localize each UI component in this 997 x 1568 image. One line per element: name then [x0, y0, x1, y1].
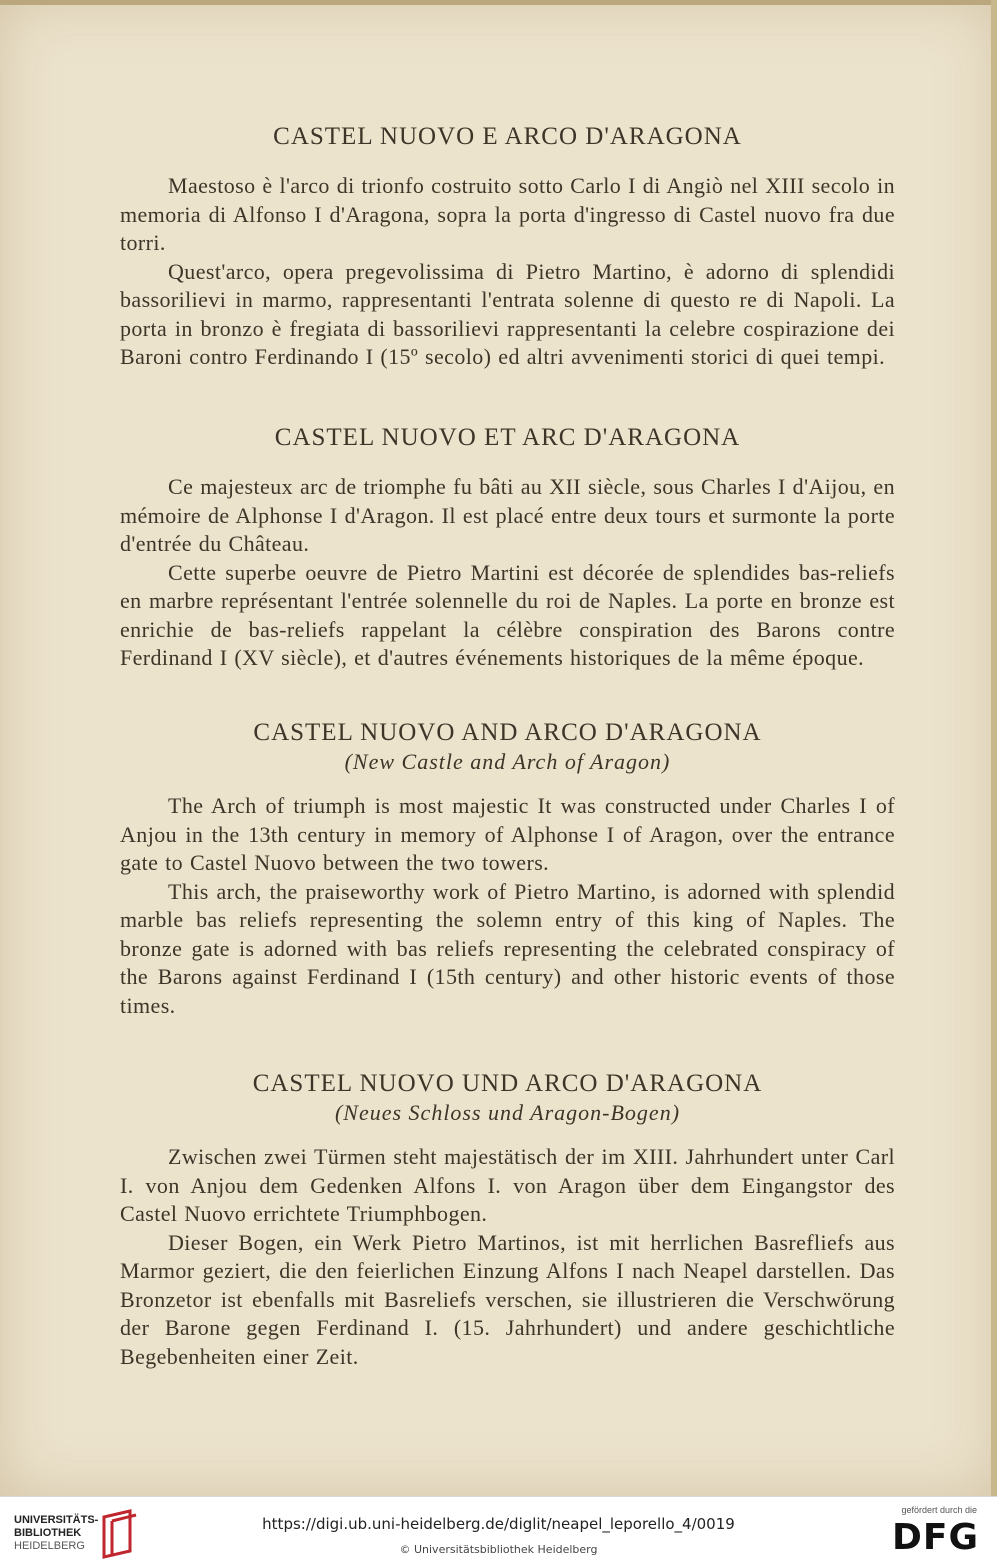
library-name-line: BIBLIOTHEK: [14, 1527, 82, 1539]
section-heading: CASTEL NUOVO E ARCO D'ARAGONA: [273, 123, 742, 150]
page-edge-right: [991, 0, 997, 1496]
section-italian: [120, 122, 895, 372]
section-subheading: (Neues Schloss und Aragon-Bogen): [334, 1100, 681, 1125]
section-french: [120, 423, 895, 673]
paragraph: Maestoso è l'arco di trionfo costruito sotto Carlo I di Angiò nel XIII secolo in memoria di Alfonso I d'Aragona, sopra la porta d'ingresso di Castel nuovo fra due torri.: [120, 173, 895, 255]
section-heading: CASTEL NUOVO AND ARCO D'ARAGONA: [253, 719, 762, 746]
page-edge-top: [0, 0, 997, 5]
funding-note: gefördert durch die: [901, 1505, 977, 1515]
copyright-notice: © Universitätsbibliothek Heidelberg: [399, 1543, 598, 1556]
section-heading: CASTEL NUOVO ET ARC D'ARAGONA: [274, 424, 741, 451]
paragraph: Ce majesteux arc de triomphe fu bâti au XII siècle, sous Charles I d'Aijou, en mémoire de Alphonse I d'Aragon. Il est placé entre deux tours et surmonte la porte d'entrée du Château.: [120, 474, 895, 556]
viewer-footer: [0, 1496, 997, 1568]
section-german: [120, 1069, 895, 1371]
library-name-line: UNIVERSITÄTS-: [14, 1514, 99, 1526]
paragraph: This arch, the praiseworthy work of Pietro Martino, is adorned with splendid marble bas reliefs representing the solemn entry of this king of Naples. The bronze gate is adorned with bas reliefs representing the celebrated conspiracy of the Barons against Ferdinand I (15th century) and other historic events of those times.: [120, 878, 895, 1018]
dfg-logo[interactable]: DFG: [891, 1517, 979, 1558]
paragraph: Quest'arco, opera pregevolissima di Pietro Martino, è adorno di splendidi bassorilievi in marmo, rappresentanti l'entrata solenne di questo re di Napoli. La porta in bronzo è fregiata di bassorilievi rappresentanti la celebre cospirazione dei Baroni contro Ferdinando I (15º secolo) ed altri avvenimenti storici di quei tempi.: [120, 258, 895, 369]
section-subheading: (New Castle and Arch of Aragon): [344, 749, 671, 774]
section-english: [120, 718, 895, 1020]
permalink-url[interactable]: https://digi.ub.uni-heidelberg.de/diglit/neapel_leporello_4/0019: [262, 1515, 735, 1533]
paragraph: Cette superbe oeuvre de Pietro Martini est décorée de splendides bas-reliefs en marbre représentant l'entrée solennelle du roi de Naples. La porte en bronze est enrichie de bas-reliefs rappelant la célèbre conspiration des Barons contre Ferdinand I (XV siècle), et d'autres événements historiques de la même époque.: [120, 559, 895, 670]
paragraph: The Arch of triumph is most majestic It was constructed under Charles I of Anjou in the 13th century in memory of Alphonse I of Aragon, over the entrance gate to Castel Nuovo between the two towers.: [120, 793, 895, 875]
paragraph: Dieser Bogen, ein Werk Pietro Martinos, ist mit herrlichen Basrefliefs aus Marmor geziert, die den feierlichen Einzung Alfons I nach Neapel darstellen. Das Bronzetor ist ebenfalls mit Basreliefs verschen, sie illustrieren die Verschwörung der Barone gegen Ferdinand I. (15. Jahrhundert) und andere geschichtliche Begebenheiten einer Zeit.: [120, 1229, 895, 1369]
paragraph: Zwischen zwei Türmen steht majestätisch der im XIII. Jahrhundert unter Carl I. von Anjou dem Gedenken Alfons I. von Aragon über dem Eingangstor des Castel Nuovo errichtete Triumphbogen.: [120, 1144, 895, 1226]
section-heading: CASTEL NUOVO UND ARCO D'ARAGONA: [252, 1070, 763, 1097]
library-name-line: HEIDELBERG: [14, 1540, 85, 1552]
